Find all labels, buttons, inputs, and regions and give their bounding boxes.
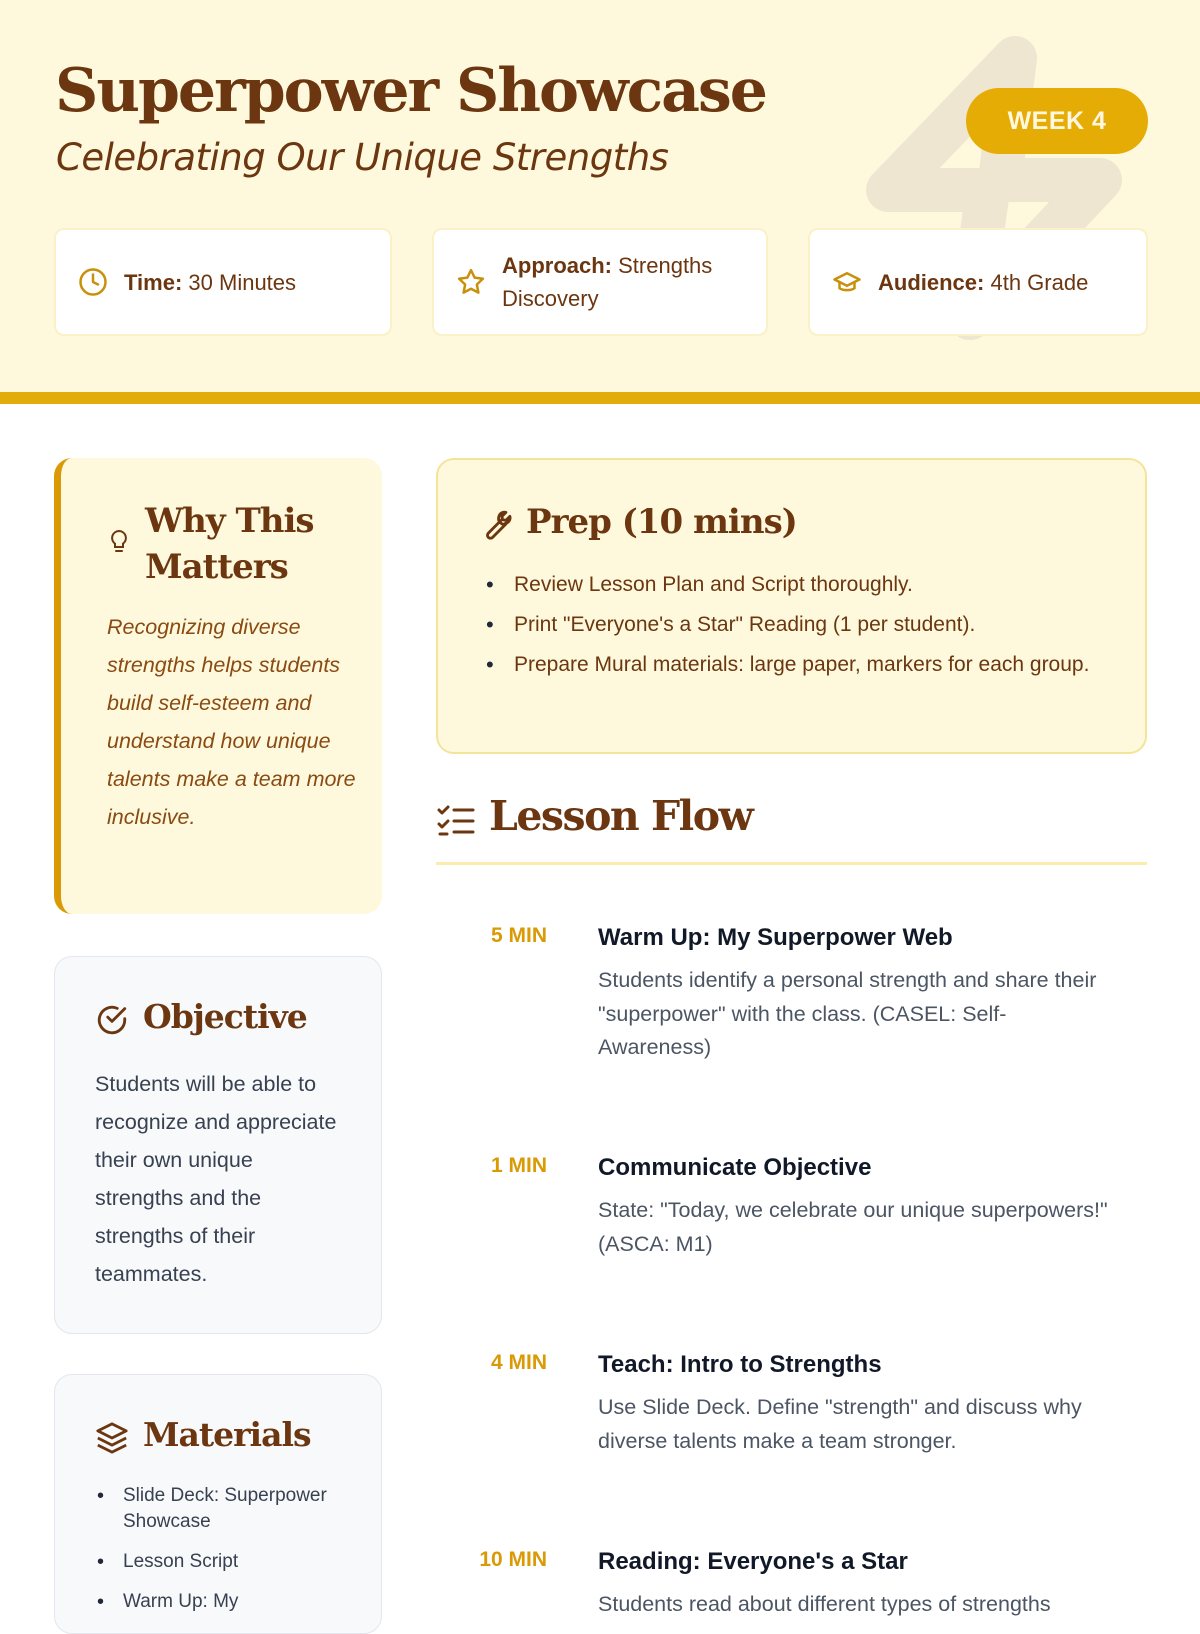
materials-list — [95, 1483, 355, 1629]
prep-card — [436, 458, 1147, 754]
list-item: • Print "Everyone's a Star" Reading (1 per student). — [486, 608, 1106, 641]
step-title: Communicate Objective — [598, 1154, 872, 1181]
meta-label: Time: — [124, 269, 183, 295]
meta-card-audience — [808, 228, 1148, 336]
list-item: • Lesson Script — [95, 1549, 355, 1575]
week-badge: WEEK 4 — [966, 88, 1148, 154]
page-subtitle: Celebrating Our Unique Strengths — [56, 136, 669, 179]
step-description: Students read about different types of strengths — [598, 1592, 1051, 1616]
materials-title: Materials — [143, 1415, 311, 1454]
layers-icon — [95, 1421, 129, 1455]
step-time: 5 MIN — [490, 924, 547, 947]
clock-icon — [78, 267, 108, 297]
prep-title: Prep (10 mins) — [526, 502, 797, 542]
meta-card-approach — [432, 228, 768, 336]
step-description: State: "Today, we celebrate our unique superpowers!" (ASCA: M1) — [598, 1198, 1108, 1256]
why-this-matters-card — [54, 458, 382, 914]
list-item: • Warm Up: My — [95, 1589, 355, 1615]
step-description: Use Slide Deck. Define "strength" and discuss why diverse talents make a team stronger. — [598, 1395, 1082, 1453]
lightbulb-icon — [107, 528, 131, 558]
checklist-icon — [437, 804, 475, 838]
step-time: 1 MIN — [490, 1154, 547, 1177]
step-description: Students identify a personal strength and share their "superpower" with the class. (CASEL: Self-Awareness) — [598, 968, 1097, 1059]
graduation-cap-icon — [832, 267, 862, 297]
prep-list — [486, 568, 1106, 688]
meta-label: Audience: — [878, 269, 985, 295]
check-circle-icon — [95, 1003, 129, 1037]
objective-title: Objective — [143, 997, 307, 1036]
step-title: Teach: Intro to Strengths — [598, 1351, 882, 1378]
step-time: 10 MIN — [479, 1548, 547, 1571]
step-title: Warm Up: My Superpower Web — [598, 924, 953, 951]
wrench-icon — [478, 508, 512, 542]
meta-value: 4th Grade — [990, 269, 1089, 295]
list-item: • Slide Deck: Superpower Showcase — [95, 1483, 355, 1535]
star-icon — [456, 267, 486, 297]
objective-card — [54, 956, 382, 1334]
why-text: Recognizing diverse strengths helps students build self-esteem and understand how unique talents make a team more inclusive. — [107, 615, 356, 829]
step-time: 4 MIN — [490, 1351, 547, 1374]
meta-card-time — [54, 228, 392, 336]
step-title: Reading: Everyone's a Star — [598, 1548, 908, 1575]
meta-value: 30 Minutes — [188, 269, 297, 295]
header-divider — [0, 392, 1200, 404]
page-header — [0, 0, 1200, 392]
meta-label: Approach: — [502, 253, 612, 278]
meta-value: Strengths Discovery — [502, 253, 713, 311]
list-item: • Review Lesson Plan and Script thoroughly. — [486, 568, 1106, 601]
lesson-flow-title: Lesson Flow — [489, 792, 753, 840]
materials-card — [54, 1374, 382, 1634]
lesson-flow-divider — [436, 862, 1147, 865]
page-title: Superpower Showcase — [55, 56, 766, 126]
why-title: Why This Matters — [145, 501, 314, 587]
objective-text: Students will be able to recognize and appreciate their own unique strengths and the strengths of their teammates. — [95, 1072, 337, 1286]
list-item: • Prepare Mural materials: large paper, markers for each group. — [486, 648, 1106, 681]
